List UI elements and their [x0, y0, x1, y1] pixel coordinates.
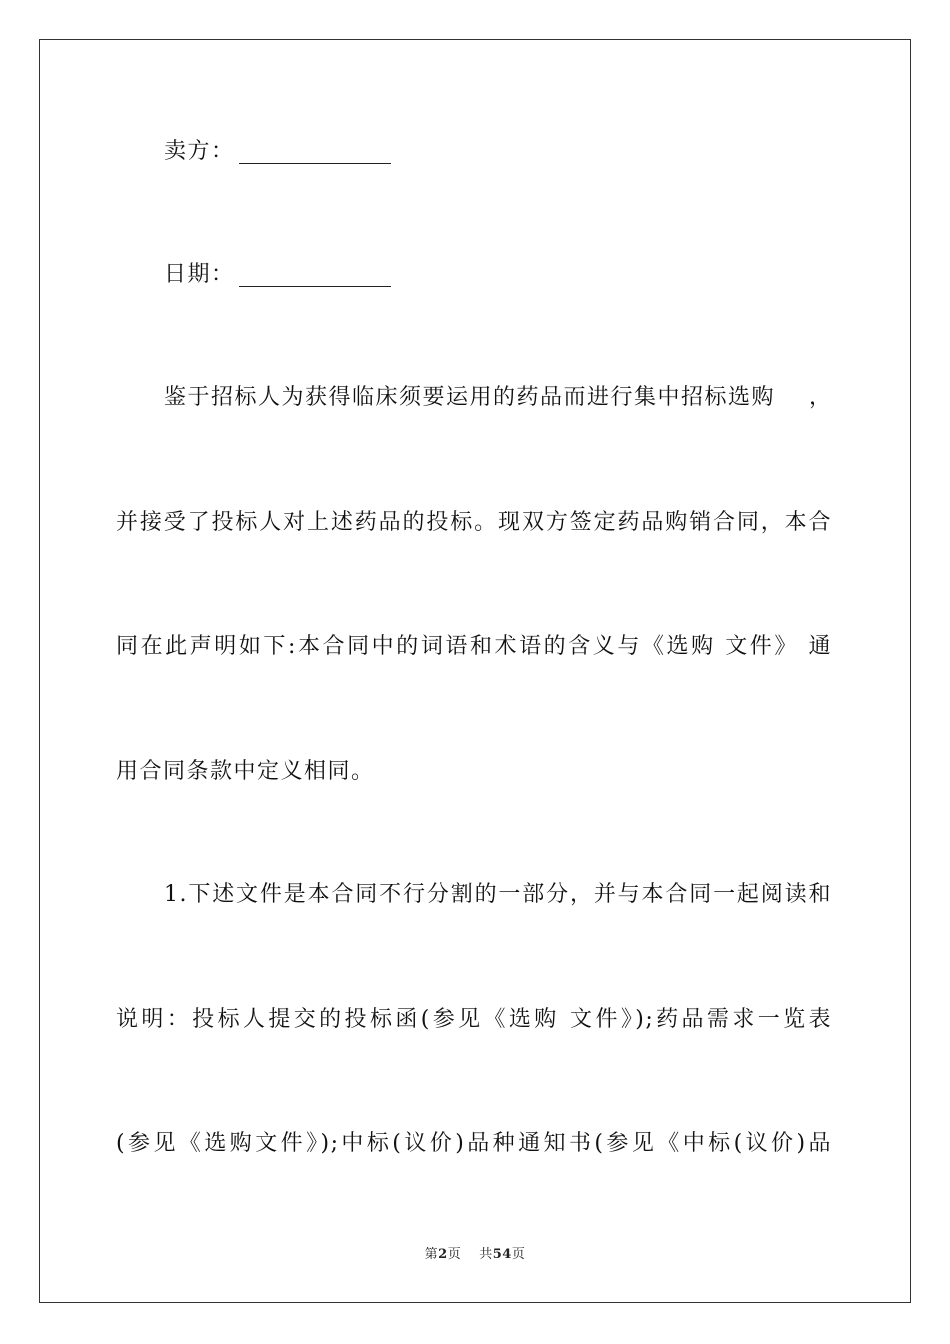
page-border: [39, 39, 911, 1303]
seller-blank-field: [239, 141, 391, 164]
seller-label: 卖方：: [164, 139, 235, 164]
paragraph-intro-line-2: 并接受了投标人对上述药品的投标。现双方签定药品购销合同，本合: [116, 510, 832, 535]
paragraph-item1-line-1: 1.下述文件是本合同不行分割的一部分，并与本合同一起阅读和: [164, 882, 832, 907]
total-page-count: 54: [492, 1247, 512, 1262]
total-prefix: 共: [479, 1247, 493, 1262]
paragraph-intro-line-4: 用合同条款中定义相同。: [116, 759, 375, 784]
date-blank-field: [239, 264, 391, 287]
seller-signature-line: [164, 137, 832, 167]
page-suffix: 页: [447, 1247, 462, 1262]
paragraph-item1-line-3: (参见《选购文件》);中标(议价)品种通知书(参见《中标(议价)品: [116, 1131, 832, 1156]
paragraph-item1-line-2: 说明：投标人提交的投标函(参见《选购 文件》);药品需求一览表: [116, 1007, 832, 1032]
page-prefix: 第: [424, 1247, 439, 1262]
paragraph-intro-line-1: 鉴于招标人为获得临床须要运用的药品而进行集中招标选购 ，: [164, 385, 833, 410]
total-suffix: 页: [511, 1247, 526, 1262]
date-signature-line: [164, 260, 832, 290]
current-page-number: 2: [438, 1247, 448, 1262]
date-label: 日期：: [164, 262, 235, 287]
page-number-footer: [0, 1246, 950, 1264]
paragraph-intro-line-3: 同在此声明如下:本合同中的词语和术语的含义与《选购 文件》 通: [116, 634, 832, 659]
